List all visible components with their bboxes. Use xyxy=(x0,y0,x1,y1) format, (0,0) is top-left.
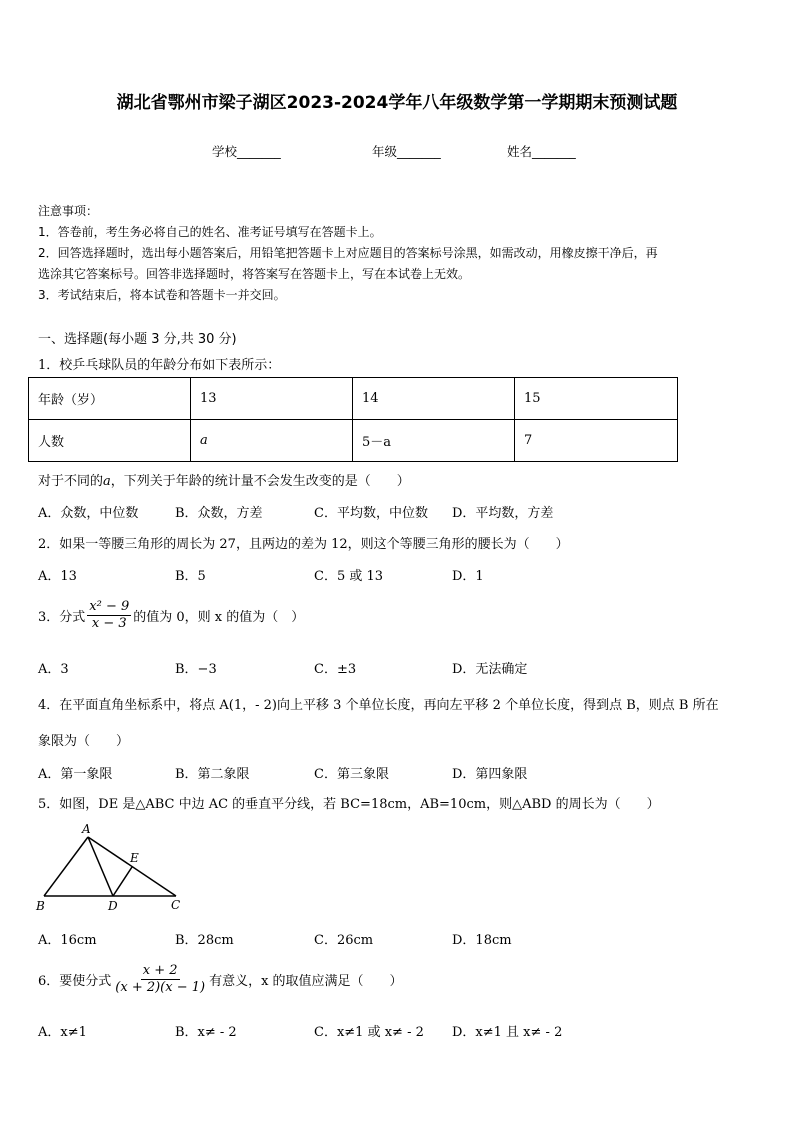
table-row xyxy=(29,378,678,420)
label-b: B xyxy=(36,899,45,913)
note-2a: 2．回答选择题时，选出每小题答案后，用铅笔把答题卡上对应题目的答案标号涂黑，如需改动，用橡皮擦干净后，再 xyxy=(38,246,658,260)
q2-stem: 2．如果一等腰三角形的周长为 27，且两边的差为 12，则这个等腰三角形的腰长为（ ） xyxy=(38,537,569,552)
q2-option-b: B．5 xyxy=(175,569,206,584)
q3-option-b: B．−3 xyxy=(175,662,217,677)
q4-option-d: D．第四象限 xyxy=(452,767,528,782)
label-e: E xyxy=(130,851,139,865)
notes-block xyxy=(38,201,658,306)
q6-option-b: B．x≠ - 2 xyxy=(175,1025,237,1040)
q3-pre: 3．分式 xyxy=(38,610,86,625)
q3-numerator: x² − 9 xyxy=(89,599,130,614)
age-table xyxy=(28,377,678,462)
q4-option-b: B．第二象限 xyxy=(175,767,250,782)
label-c: C xyxy=(171,898,181,912)
q3-post: 的值为 0，则 x 的值为（ ） xyxy=(133,610,305,625)
q1-stem: 1．校乒乓球队员的年龄分布如下表所示： xyxy=(38,358,281,373)
q4-line2: 象限为（ ） xyxy=(38,734,130,749)
q6-option-c: C．x≠1 或 x≠ - 2 xyxy=(314,1025,424,1040)
q1-option-d: D．平均数，方差 xyxy=(452,506,554,521)
table-cell: 5－a xyxy=(353,420,515,462)
q1-option-b: B．众数，方差 xyxy=(175,506,263,521)
q3-option-a: A．3 xyxy=(38,662,69,677)
q1-follow-post: ，下列关于年龄的统计量不会发生改变的是（ ） xyxy=(110,474,410,489)
q6-option-a: A．x≠1 xyxy=(38,1025,87,1040)
label-a: A xyxy=(82,822,91,836)
table-cell: 年龄（岁） xyxy=(29,378,191,420)
q2-option-a: A．13 xyxy=(38,569,77,584)
table-cell: 7 xyxy=(515,420,678,462)
q3-option-d: D．无法确定 xyxy=(452,662,528,677)
q5-stem: 5．如图，DE 是△ABC 中边 AC 的垂直平分线，若 BC=18cm，AB=10cm，则△ABD 的周长为（ ） xyxy=(38,797,660,812)
q4-option-c: C．第三象限 xyxy=(314,767,389,782)
q6-fraction xyxy=(113,963,207,996)
segment-de xyxy=(113,867,132,896)
q6-denominator: (x + 2)(x − 1) xyxy=(115,980,206,995)
table-cell: 13 xyxy=(191,378,353,420)
q5-option-a: A．16cm xyxy=(38,933,97,948)
page-title: 湖北省鄂州市梁子湖区2023-2024学年八年级数学第一学期期末预测试题 xyxy=(116,93,678,113)
q3-denominator: x − 3 xyxy=(91,616,127,631)
table-cell: a xyxy=(191,420,353,462)
q5-option-b: B．28cm xyxy=(175,933,234,948)
label-d: D xyxy=(108,899,118,913)
q6-numerator: x + 2 xyxy=(142,963,178,978)
q6-stem xyxy=(38,963,403,996)
q6-pre: 6．要使分式 xyxy=(38,974,112,989)
table-cell: 15 xyxy=(515,378,678,420)
q1-follow xyxy=(38,470,410,489)
note-3: 3．考试结束后，将本试卷和答题卡一并交回。 xyxy=(38,288,286,302)
q6-option-d: D．x≠1 且 x≠ - 2 xyxy=(452,1025,563,1040)
table-cell: 人数 xyxy=(29,420,191,462)
q5-option-d: D．18cm xyxy=(452,933,512,948)
q6-post: 有意义，x 的取值应满足（ ） xyxy=(209,974,403,989)
note-2b: 选涂其它答案标号。回答非选择题时，将答案写在答题卡上，写在本试卷上无效。 xyxy=(38,267,471,281)
grade-field: 年级_______ xyxy=(372,144,441,159)
q3-option-c: C．±3 xyxy=(314,662,357,677)
triangle-figure xyxy=(30,820,190,916)
segment-ab xyxy=(44,837,88,896)
notes-heading: 注意事项： xyxy=(38,204,99,218)
note-1: 1．答卷前，考生务必将自己的姓名、准考证号填写在答题卡上。 xyxy=(38,225,382,239)
q1-follow-var: a xyxy=(103,474,111,489)
school-field: 学校_______ xyxy=(212,144,281,159)
q2-option-c: C．5 或 13 xyxy=(314,569,384,584)
q1-follow-pre: 对于不同的 xyxy=(38,474,104,489)
section-heading: 一、选择题(每小题 3 分,共 30 分) xyxy=(38,332,237,347)
q5-option-c: C．26cm xyxy=(314,933,374,948)
q3-stem xyxy=(38,599,304,632)
q2-option-d: D．1 xyxy=(452,569,484,584)
q1-option-c: C．平均数，中位数 xyxy=(314,506,428,521)
q3-fraction xyxy=(87,599,131,632)
name-field: 姓名_______ xyxy=(507,144,576,159)
q4-line1: 4．在平面直角坐标系中，将点 A(1，- 2)向上平移 3 个单位长度，再向左平移 2 个单位长度，得到点 B，则点 B 所在 xyxy=(38,698,719,713)
q4-option-a: A．第一象限 xyxy=(38,767,113,782)
q1-option-a: A．众数，中位数 xyxy=(38,506,139,521)
table-cell: 14 xyxy=(353,378,515,420)
table-row xyxy=(29,420,678,462)
